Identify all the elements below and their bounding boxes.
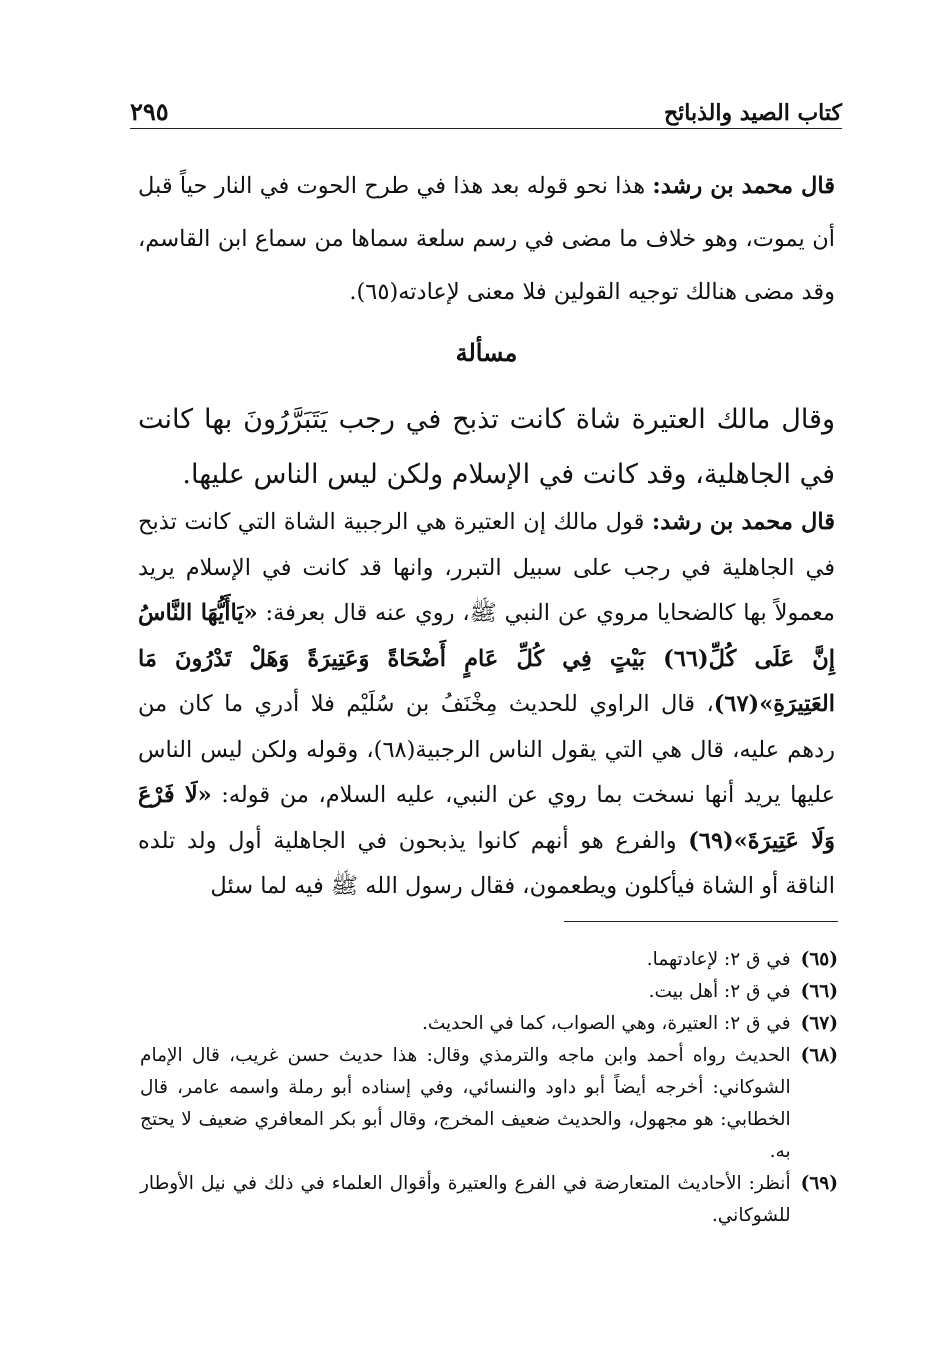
page-number: ٢٩٥ (130, 97, 169, 126)
footnote-number: (٦٩) (800, 1173, 838, 1194)
paragraph-commentary-2 (138, 500, 835, 910)
footnote-text: في ق ٢: العتيرة، وهي الصواب، كما في الحديث. (421, 1013, 791, 1034)
running-header (130, 92, 842, 126)
footnote (140, 1168, 838, 1232)
paragraph-text: وقال مالك العتيرة شاة كانت تذبح في رجب يَتَبَرَّرُونَ بها كانت في الجاهلية، وقد كانت في الإسلام ولكن ليس الناس عليها. (138, 404, 835, 490)
hadith-quote: «يَاأَيُّهَا النَّاسُ إِنَّ عَلَى كُلِّ(٦٦) بَيْتٍ فِي كُلِّ عَامٍ أَضْحَاةً وَعَتِيرَةً وَهَلْ تَدْرُونَ مَا العَتِيرَةِ»(٦٧) (138, 600, 835, 717)
commentator-lead: قال محمد بن رشد: (652, 173, 836, 199)
paragraph-text: ، قال الراوي للحديث مِخْنَفُ بن سُلَيْم فلا أدري ما كان من ردهم عليه، قال هي التي يقول الناس الرجبية(٦٨)، وقوله ولكن ليس الناس عليها يريد أنها نسخت بما روي عن النبي، عليه السلام، من قوله: (138, 691, 835, 808)
paragraph-text: هذا نحو قوله بعد هذا في طرح الحوت في النار حياً قبل أن يموت، وهو خلاف ما مضى في رسم سلعة سماها من سماع ابن القاسم، وقد مضى هنالك توجيه القولين فلا معنى لإعادته(٦٥). (138, 173, 835, 305)
footnote-text: الحديث رواه أحمد وابن ماجه والترمذي وقال: هذا حديث حسن غريب، قال الإمام الشوكاني: أخرجه أيضاً أبو داود والنسائي، وفي إسناده أبو رملة واسمه عامر، قال الخطابي: هو مجهول، والحديث ضعيف المخرج، وقال أبو بكر المعافري ضعيف لا يحتج به. (140, 1045, 791, 1162)
footnote-number: (٦٦) (800, 981, 838, 1002)
footnote-number: (٦٧) (800, 1013, 838, 1034)
footnote (140, 976, 838, 1008)
footnote (140, 1008, 838, 1040)
chapter-title: كتاب الصيد والذبائح (663, 100, 842, 126)
footnote-number: (٦٨) (800, 1045, 838, 1066)
footnote-text: في ق ٢: لإعادتهما. (646, 949, 791, 970)
footnote (140, 1040, 838, 1168)
hadith-quote: «لَا فَرْعَ وَلَا عَتِيرَةَ»(٦٩) (138, 782, 835, 854)
paragraph-text: والفرع هو أنهم كانوا يذبحون في الجاهلية أول ولد تلده الناقة أو الشاة فيأكلون ويطعمون، فقال رسول الله ﷺ فيه لما سئل (138, 827, 835, 899)
footnote-text: في ق ٢: أهل بيت. (648, 981, 791, 1002)
paragraph-commentary-1 (138, 160, 835, 319)
paragraph-malik-statement (138, 392, 835, 502)
footnotes (140, 944, 838, 1232)
footnote (140, 944, 838, 976)
footnote-divider (564, 921, 838, 922)
header-divider (130, 128, 842, 129)
footnote-number: (٦٥) (800, 949, 838, 970)
footnote-text: أنظر: الأحاديث المتعارضة في الفرع والعتيرة وأقوال العلماء في ذلك في نيل الأوطار للشوكاني. (140, 1173, 791, 1226)
section-heading: مسألة (455, 338, 518, 367)
paragraph-text: قول مالك إن العتيرة هي الرجبية الشاة التي كانت تذبح في الجاهلية في رجب على سبيل التبرر، وانها قد كانت في الإسلام يريد معمولاً بها كالضحايا مروي عن النبي ﷺ، روي عنه قال بعرفة: (138, 509, 835, 626)
commentator-lead: قال محمد بن رشد: (651, 509, 836, 535)
